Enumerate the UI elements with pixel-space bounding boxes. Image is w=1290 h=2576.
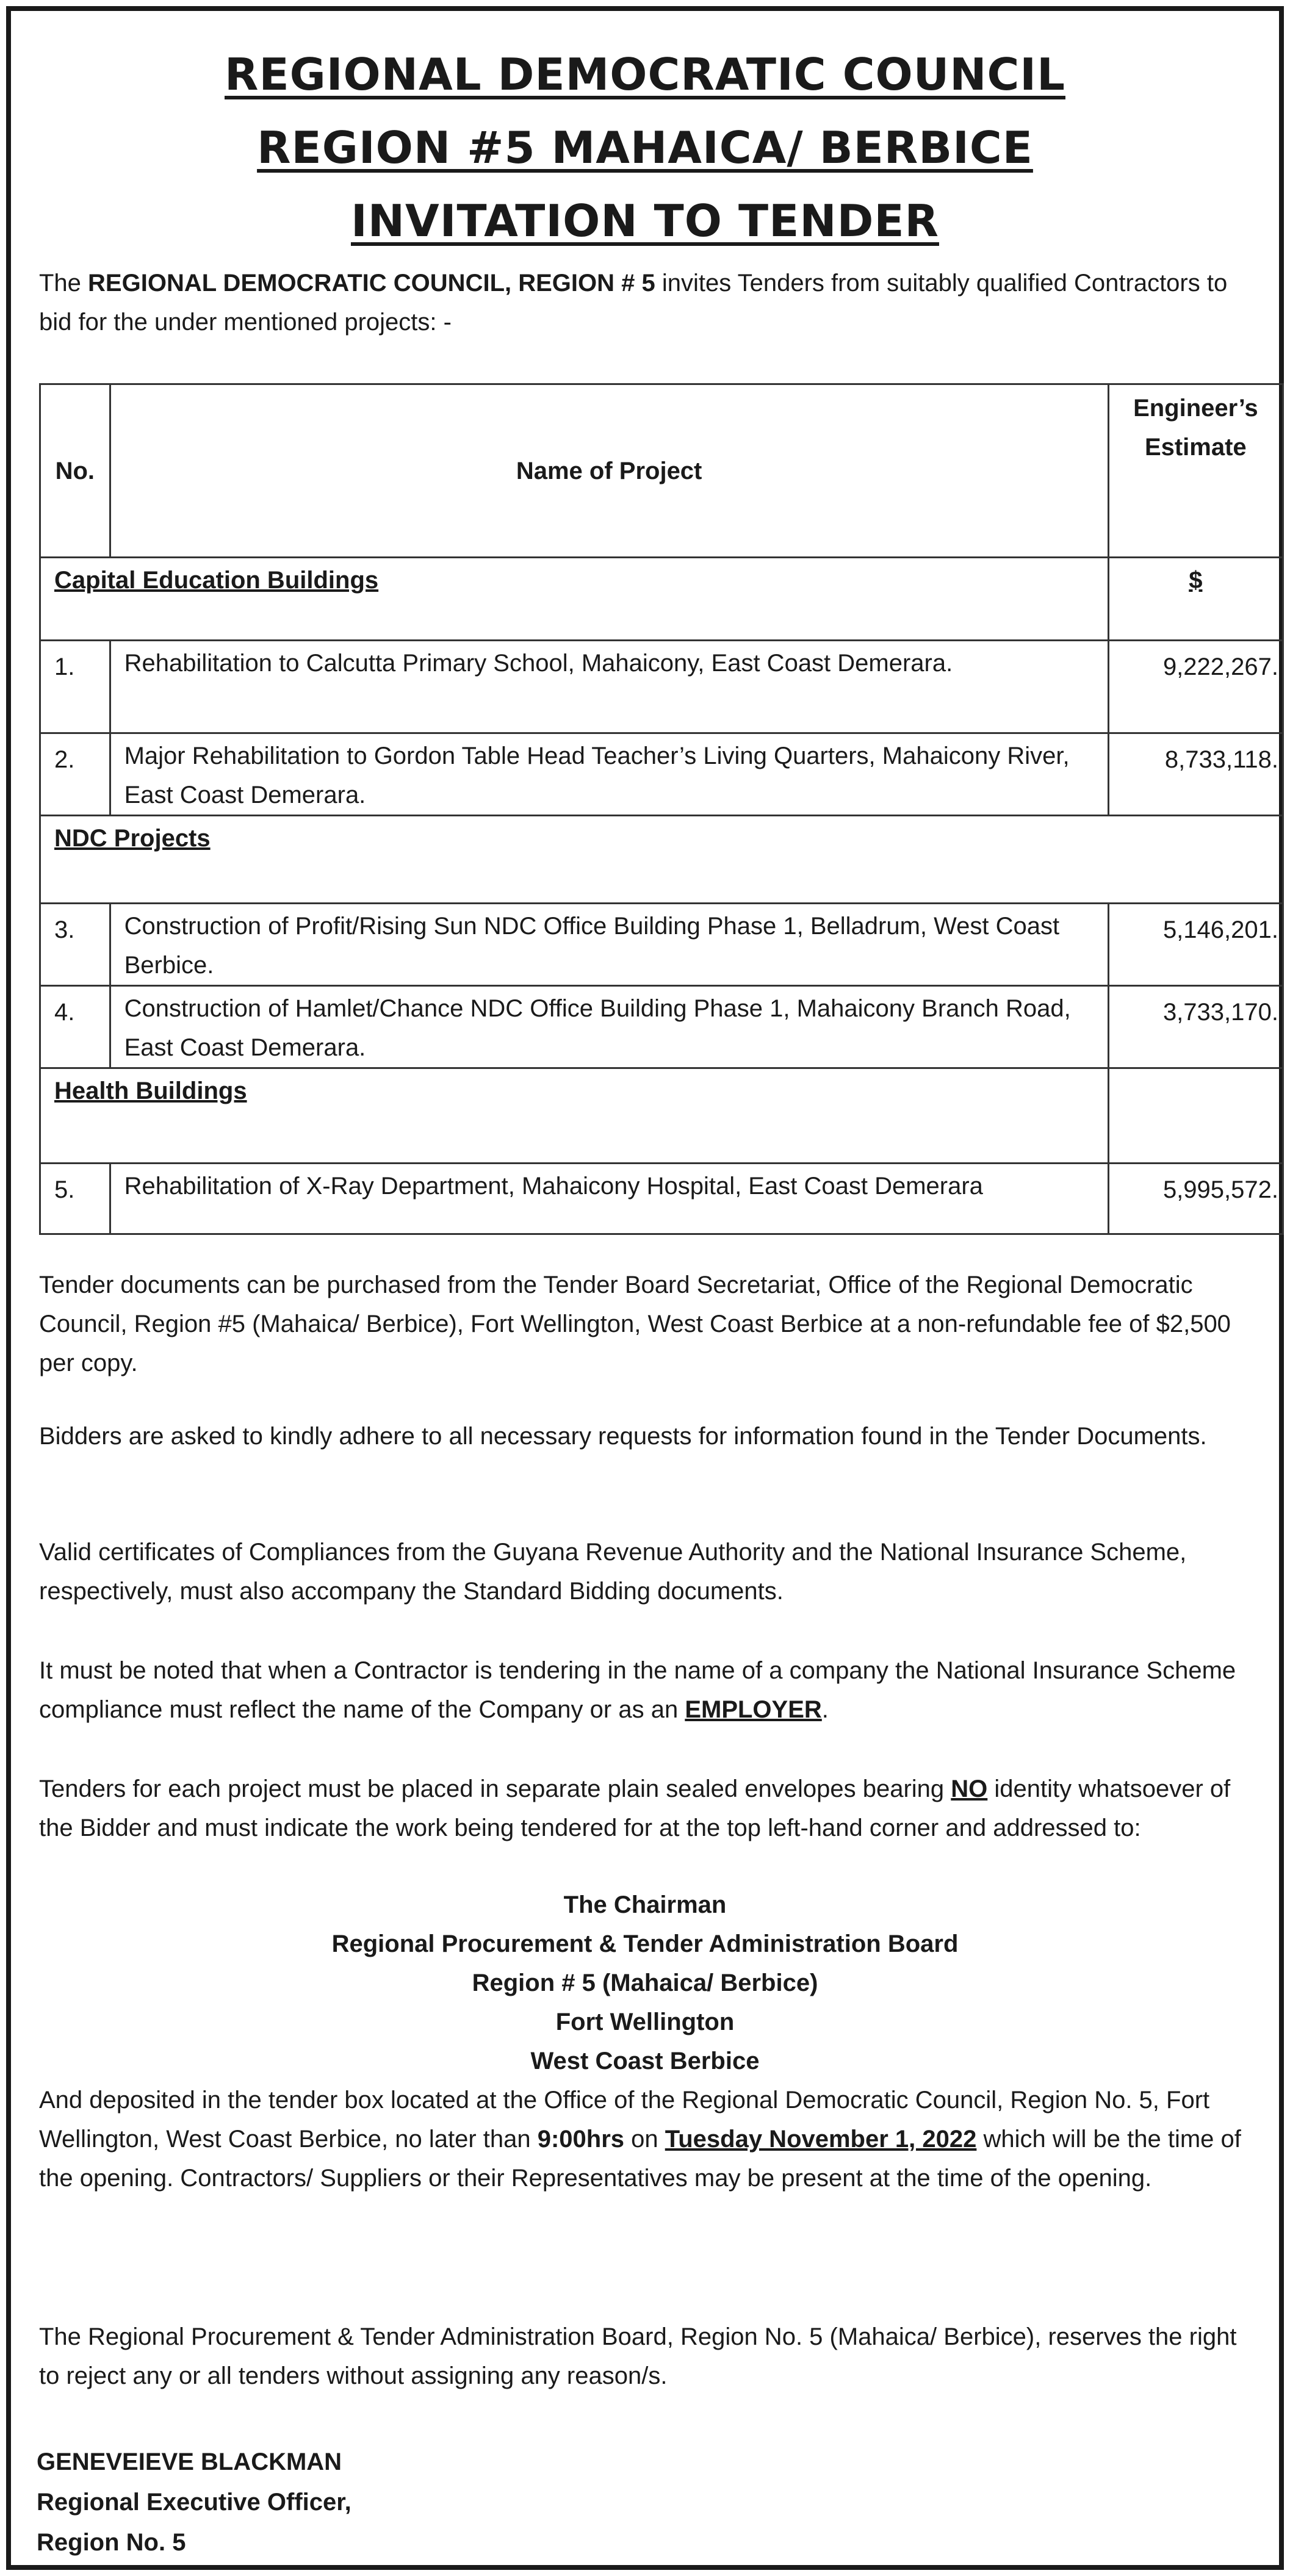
project-name: Construction of Profit/Rising Sun NDC Office Building Phase 1, Belladrum, West Coast Berbice.: [110, 904, 1108, 986]
project-name: Major Rehabilitation to Gordon Table Head Teacher’s Living Quarters, Mahaicony River, East Coast Demerara.: [110, 733, 1108, 816]
section-title: NDC Projects: [40, 816, 1283, 904]
address-line: Region # 5 (Mahaica/ Berbice): [472, 1970, 818, 1996]
nis-text: It must be noted that when a Contractor is tendering in the name of a company the National Insurance Scheme compliance must reflect the name of the Company or as an: [39, 1657, 1236, 1723]
table-row: [40, 733, 1283, 816]
row-number: 2.: [40, 733, 110, 816]
deposit-paragraph: [39, 2081, 1253, 2198]
column-header-estimate: [1108, 384, 1283, 558]
project-name: Construction of Hamlet/Chance NDC Office Building Phase 1, Mahaicony Branch Road, East Coast Demerara.: [110, 986, 1108, 1068]
row-number: 4.: [40, 986, 110, 1068]
table-header-row: [40, 384, 1283, 558]
deadline-date: Tuesday November 1, 2022: [665, 2126, 977, 2153]
intro-prefix: The: [39, 270, 88, 297]
row-number: 1.: [40, 641, 110, 733]
employer-emphasis: EMPLOYER: [685, 1696, 822, 1723]
purchase-paragraph: Tender documents can be purchased from the Tender Board Secretariat, Office of the Regional Democratic Council, Region #5 (Mahaica/ Berbice), Fort Wellington, West Coast Berbice at a non-refundable fee of $2,500 per copy.: [39, 1272, 1231, 1376]
heading-invitation: INVITATION TO TENDER: [351, 195, 939, 246]
address-block: [0, 1885, 1290, 2081]
address-line: Fort Wellington: [555, 2009, 735, 2035]
intro-council-name: REGIONAL DEMOCRATIC COUNCIL, REGION # 5: [88, 270, 655, 297]
engineer-estimate: 5,995,572.: [1108, 1164, 1283, 1234]
section-row: [40, 816, 1283, 904]
intro-paragraph: [39, 264, 1253, 342]
heading-council: REGIONAL DEMOCRATIC COUNCIL: [225, 49, 1065, 100]
certificates-paragraph: Valid certificates of Compliances from the Guyana Revenue Authority and the National Insurance Scheme, respectively, must also accompany the Standard Bidding documents.: [39, 1539, 1187, 1605]
section-title: Health Buildings: [40, 1068, 1109, 1164]
section-row: [40, 1068, 1283, 1164]
deadline-time: 9:00hrs: [537, 2126, 625, 2153]
row-number: 3.: [40, 904, 110, 986]
address-line: The Chairman: [563, 1891, 727, 1918]
deposit-on: on: [624, 2126, 665, 2153]
projects-table: [39, 383, 1284, 1235]
nis-paragraph: [39, 1651, 1253, 1729]
envelopes-text: Tenders for each project must be placed in separate plain sealed envelopes bearing: [39, 1775, 951, 1802]
heading-region: REGION #5 MAHAICA/ BERBICE: [257, 122, 1033, 173]
no-emphasis: NO: [951, 1775, 988, 1802]
address-line: Regional Procurement & Tender Administration Board: [331, 1930, 959, 1957]
signatory-region: Region No. 5: [37, 2529, 186, 2556]
project-name: Rehabilitation of X-Ray Department, Mahaicony Hospital, East Coast Demerara: [110, 1164, 1108, 1234]
engineer-estimate: 3,733,170.: [1108, 986, 1283, 1068]
engineer-estimate: 8,733,118.: [1108, 733, 1283, 816]
intro-suffix: invites Tenders from suitably qualified Contractors to bid for the under mentioned projects: -: [39, 270, 1228, 336]
section-title: Capital Education Buildings: [40, 558, 1109, 641]
table-row: [40, 986, 1283, 1068]
engineer-estimate: 5,146,201.: [1108, 904, 1283, 986]
currency-symbol: $: [1108, 558, 1283, 641]
row-number: 5.: [40, 1164, 110, 1234]
table-row: [40, 641, 1283, 733]
project-name: Rehabilitation to Calcutta Primary School, Mahaicony, East Coast Demerara.: [110, 641, 1108, 733]
section-row: [40, 558, 1283, 641]
deposit-text-end: which will be the time of the opening. Contractors/ Suppliers or their Representatives may be present at the time of the opening.: [39, 2126, 1241, 2192]
adhere-paragraph: Bidders are asked to kindly adhere to all necessary requests for information found in the Tender Documents.: [39, 1423, 1207, 1450]
envelopes-paragraph: [39, 1769, 1253, 1847]
table-row: [40, 1164, 1283, 1234]
engineer-estimate: 9,222,267.: [1108, 641, 1283, 733]
signatory-block: [37, 2442, 351, 2563]
estimate-header-line1: Engineer’s: [1133, 395, 1258, 422]
nis-period: .: [821, 1696, 829, 1723]
deposit-text: And deposited in the tender box located at the Office of the Regional Democratic Council, Region No. 5, Fort Wellington, West Coast Berbice, no later than: [39, 2087, 1210, 2153]
column-header-name: Name of Project: [110, 384, 1108, 558]
envelopes-text-end: identity whatsoever of the Bidder and must indicate the work being tendered for at the top left-hand corner and addressed to:: [39, 1775, 1231, 1841]
signatory-title: Regional Executive Officer,: [37, 2489, 351, 2516]
estimate-header-line2: Estimate: [1144, 434, 1247, 461]
address-line: West Coast Berbice: [530, 2048, 760, 2074]
column-header-no: No.: [40, 384, 110, 558]
empty-estimate-cell: [1108, 1068, 1283, 1164]
rights-paragraph: The Regional Procurement & Tender Administration Board, Region No. 5 (Mahaica/ Berbice), reserves the right to reject any or all tenders without assigning any reason/s.: [39, 2323, 1237, 2389]
table-row: [40, 904, 1283, 986]
signatory-name: GENEVEIEVE BLACKMAN: [37, 2448, 342, 2475]
